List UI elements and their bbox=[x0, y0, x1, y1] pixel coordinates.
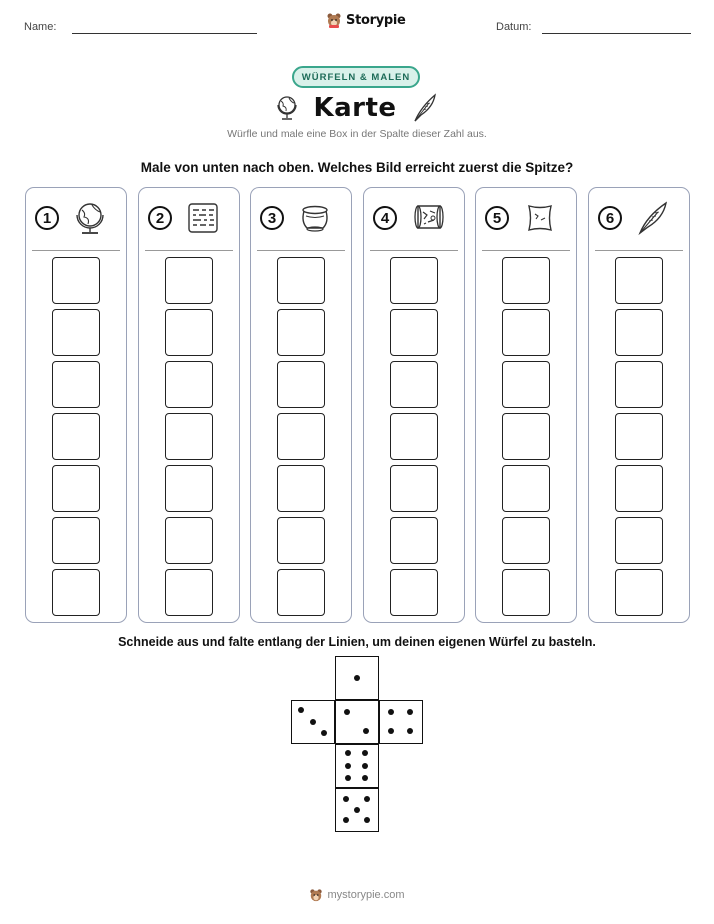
brand-logo bbox=[326, 12, 406, 28]
color-box[interactable] bbox=[390, 569, 438, 616]
color-box[interactable] bbox=[277, 309, 325, 356]
color-box[interactable] bbox=[277, 413, 325, 460]
color-box[interactable] bbox=[165, 465, 213, 512]
column-number: 3 bbox=[260, 206, 284, 230]
die-pip bbox=[388, 709, 394, 715]
globe-icon bbox=[275, 94, 299, 122]
page-title: Karte bbox=[313, 93, 397, 123]
column-divider bbox=[482, 250, 570, 251]
die-face-5[interactable] bbox=[335, 788, 379, 832]
cutout-instruction: Schneide aus und falte entlang der Linien, um deinen eigenen Würfel zu basteln. bbox=[118, 635, 596, 649]
die-pip bbox=[354, 807, 360, 813]
die-pip bbox=[343, 796, 349, 802]
color-box[interactable] bbox=[52, 465, 100, 512]
name-label: Name: bbox=[24, 21, 57, 33]
subtitle: Würfle und male eine Box in der Spalte dieser Zahl aus. bbox=[227, 128, 487, 140]
color-box[interactable] bbox=[502, 465, 550, 512]
color-box[interactable] bbox=[615, 465, 663, 512]
color-box[interactable] bbox=[390, 309, 438, 356]
column-number: 4 bbox=[373, 206, 397, 230]
title-row bbox=[0, 90, 714, 126]
globe-icon bbox=[72, 200, 108, 236]
color-box[interactable] bbox=[52, 361, 100, 408]
die-face-4[interactable] bbox=[379, 700, 423, 744]
bear-mascot-icon bbox=[326, 12, 342, 28]
quill-icon bbox=[635, 200, 671, 236]
die-pip bbox=[321, 730, 327, 736]
column-divider bbox=[595, 250, 683, 251]
color-box[interactable] bbox=[502, 569, 550, 616]
quill-icon bbox=[411, 93, 439, 123]
color-box[interactable] bbox=[390, 257, 438, 304]
color-box[interactable] bbox=[52, 413, 100, 460]
color-box[interactable] bbox=[615, 517, 663, 564]
color-box[interactable] bbox=[502, 257, 550, 304]
die-pip bbox=[310, 719, 316, 725]
column-number: 1 bbox=[35, 206, 59, 230]
column-5 bbox=[475, 187, 577, 623]
color-box[interactable] bbox=[502, 517, 550, 564]
die-pip bbox=[362, 775, 368, 781]
color-box[interactable] bbox=[615, 569, 663, 616]
die-pip bbox=[364, 817, 370, 823]
color-box[interactable] bbox=[165, 257, 213, 304]
column-number: 6 bbox=[598, 206, 622, 230]
die-pip bbox=[354, 675, 360, 681]
die-pip bbox=[362, 750, 368, 756]
column-number: 5 bbox=[485, 206, 509, 230]
column-divider bbox=[257, 250, 345, 251]
die-pip bbox=[343, 817, 349, 823]
bear-mascot-icon bbox=[309, 888, 323, 902]
die-pip bbox=[364, 796, 370, 802]
color-box[interactable] bbox=[390, 517, 438, 564]
column-divider bbox=[145, 250, 233, 251]
color-box[interactable] bbox=[165, 517, 213, 564]
activity-badge: WÜRFELN & MALEN bbox=[292, 66, 420, 88]
scroll-map-icon bbox=[410, 200, 446, 236]
color-box[interactable] bbox=[615, 413, 663, 460]
die-pip bbox=[407, 728, 413, 734]
color-box[interactable] bbox=[615, 257, 663, 304]
column-3 bbox=[250, 187, 352, 623]
pot-icon bbox=[297, 200, 333, 236]
color-box[interactable] bbox=[502, 413, 550, 460]
die-pip bbox=[363, 728, 369, 734]
color-box[interactable] bbox=[52, 257, 100, 304]
color-box[interactable] bbox=[615, 361, 663, 408]
die-pip bbox=[345, 775, 351, 781]
footer-url[interactable]: mystorypie.com bbox=[327, 889, 405, 901]
color-box[interactable] bbox=[52, 517, 100, 564]
name-line[interactable] bbox=[72, 33, 257, 34]
color-box[interactable] bbox=[390, 465, 438, 512]
color-box[interactable] bbox=[277, 465, 325, 512]
die-face-6[interactable] bbox=[335, 744, 379, 788]
die-face-1[interactable] bbox=[335, 656, 379, 700]
die-pip bbox=[407, 709, 413, 715]
color-box[interactable] bbox=[277, 517, 325, 564]
color-box[interactable] bbox=[277, 361, 325, 408]
column-4 bbox=[363, 187, 465, 623]
column-2 bbox=[138, 187, 240, 623]
die-pip bbox=[345, 763, 351, 769]
column-6 bbox=[588, 187, 690, 623]
column-1 bbox=[25, 187, 127, 623]
color-box[interactable] bbox=[52, 309, 100, 356]
parchment-icon bbox=[522, 200, 558, 236]
color-box[interactable] bbox=[277, 569, 325, 616]
color-box[interactable] bbox=[502, 361, 550, 408]
color-box[interactable] bbox=[277, 257, 325, 304]
color-box[interactable] bbox=[615, 309, 663, 356]
column-divider bbox=[32, 250, 120, 251]
brand-name: Storypie bbox=[346, 12, 406, 28]
question: Male von unten nach oben. Welches Bild erreicht zuerst die Spitze? bbox=[140, 160, 574, 175]
color-box[interactable] bbox=[52, 569, 100, 616]
color-box[interactable] bbox=[502, 309, 550, 356]
die-face-3[interactable] bbox=[291, 700, 335, 744]
column-divider bbox=[370, 250, 458, 251]
die-pip bbox=[362, 763, 368, 769]
color-box[interactable] bbox=[390, 361, 438, 408]
stone-tablet-icon bbox=[185, 200, 221, 236]
color-box[interactable] bbox=[165, 413, 213, 460]
color-box[interactable] bbox=[165, 309, 213, 356]
die-face-2[interactable] bbox=[335, 700, 379, 744]
column-number: 2 bbox=[148, 206, 172, 230]
color-box[interactable] bbox=[165, 569, 213, 616]
die-pip bbox=[388, 728, 394, 734]
footer bbox=[0, 888, 714, 902]
die-pip bbox=[344, 709, 350, 715]
color-box[interactable] bbox=[165, 361, 213, 408]
date-line[interactable] bbox=[542, 33, 691, 34]
die-pip bbox=[298, 707, 304, 713]
die-pip bbox=[345, 750, 351, 756]
color-box[interactable] bbox=[390, 413, 438, 460]
date-label: Datum: bbox=[496, 21, 532, 33]
